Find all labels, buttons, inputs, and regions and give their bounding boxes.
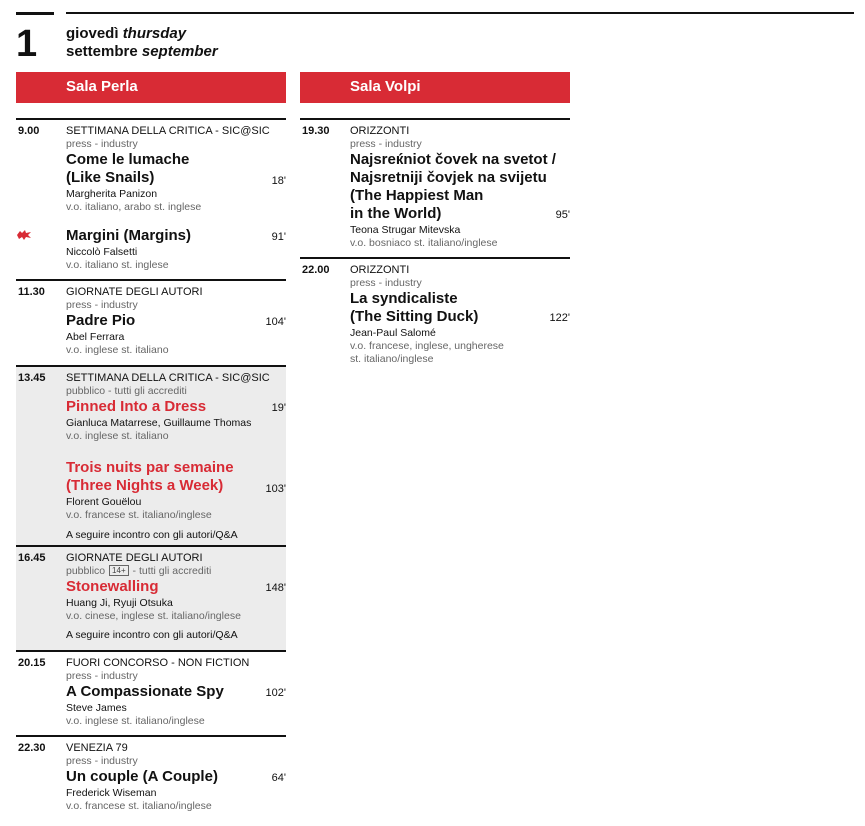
film-languages: v.o. francese, inglese, ungherese: [350, 340, 504, 352]
film: [66, 578, 286, 623]
film-director: Margherita Panizon: [66, 188, 158, 200]
section-name: SETTIMANA DELLA CRITICA - SIC@SIC: [66, 372, 270, 384]
film-title-line2: Najsretniji čovjek na svijetu: [350, 169, 547, 186]
screening-entry: [16, 118, 286, 279]
film: [66, 312, 286, 357]
film-title: A Compassionate Spy: [66, 683, 224, 700]
film-languages: v.o. inglese st. italiano: [66, 430, 169, 442]
film-title: Come le lumache: [66, 151, 190, 168]
film-duration: 104': [265, 316, 286, 328]
screening-time: 19.30: [302, 125, 330, 137]
screening-time: 11.30: [18, 286, 45, 298]
section-name: FUORI CONCORSO - NON FICTION: [66, 657, 250, 669]
room-name-volpi: Sala Volpi: [350, 78, 421, 95]
film-title-line2: (Like Snails): [66, 169, 155, 186]
header-rule-left: [16, 12, 54, 15]
screening-time: 22.30: [18, 742, 46, 754]
film-languages: v.o. cinese, inglese st. italiano/inglese: [66, 610, 241, 622]
film-title: Un couple (A Couple): [66, 768, 218, 785]
section-name: GIORNATE DEGLI AUTORI: [66, 286, 203, 298]
film-duration: 64': [271, 772, 286, 784]
section-name: SETTIMANA DELLA CRITICA - SIC@SIC: [66, 125, 270, 137]
film-languages: v.o. bosniaco st. italiano/inglese: [350, 237, 498, 249]
film-languages: v.o. inglese st. italiano: [66, 344, 169, 356]
film: [350, 151, 570, 250]
film-duration: 148': [265, 582, 286, 594]
day-en: thursday: [122, 25, 187, 42]
section-name: VENEZIA 79: [66, 742, 128, 754]
column-perla: [16, 118, 286, 815]
film-title: Trois nuits par semaine: [66, 459, 234, 476]
film-title: La syndicaliste: [350, 290, 458, 307]
access-info: pubblico - tutti gli accrediti: [66, 385, 187, 397]
film: [66, 459, 286, 522]
screening-entry: [16, 650, 286, 735]
film-director: Steve James: [66, 702, 127, 714]
film-director: Abel Ferrara: [66, 331, 125, 343]
section-name: ORIZZONTI: [350, 125, 410, 137]
month-it: settembre: [66, 43, 138, 60]
section-name: ORIZZONTI: [350, 264, 410, 276]
film-languages: v.o. italiano st. inglese: [66, 259, 169, 271]
access-info: press - industry: [350, 277, 422, 289]
room-header-perla: [16, 72, 286, 103]
film-subtitles: st. italiano/inglese: [350, 353, 434, 365]
film-title: Margini (Margins): [66, 227, 192, 244]
film-languages: v.o. francese st. italiano/inglese: [66, 800, 212, 812]
column-volpi: [300, 118, 570, 369]
film-director: Florent Gouëlou: [66, 496, 142, 508]
film-title-line4: in the World): [350, 205, 442, 222]
screening-entry: [16, 365, 286, 545]
film-duration: 103': [265, 483, 286, 495]
screening-entry: [16, 279, 286, 365]
film-title-line2: (The Sitting Duck): [350, 308, 479, 325]
screening-time: 9.00: [18, 125, 40, 137]
age-rating-badge: 14+: [109, 565, 129, 576]
film-duration: 122': [549, 312, 570, 324]
access-info: press - industry: [350, 138, 422, 150]
header-rule-right: [66, 12, 854, 14]
film-director: Niccolò Falsetti: [66, 246, 138, 258]
film-languages: v.o. francese st. italiano/inglese: [66, 509, 212, 521]
film-director: Teona Strugar Mitevska: [350, 224, 461, 236]
film-duration: 95': [555, 209, 570, 221]
access-accreditation: - tutti gli accrediti: [132, 565, 212, 577]
access-info: press - industry: [66, 138, 138, 150]
film-director: Frederick Wiseman: [66, 787, 157, 799]
film-title-line2: (Three Nights a Week): [66, 477, 224, 494]
film: [66, 768, 286, 813]
film-duration: 91': [271, 231, 286, 243]
film: [350, 290, 570, 366]
lion-icon: [16, 229, 32, 241]
screening-time: 20.15: [18, 657, 46, 669]
qa-note: A seguire incontro con gli autori/Q&A: [66, 529, 238, 541]
film-title: Stonewalling: [66, 578, 159, 595]
film-duration: 18': [271, 175, 286, 187]
qa-note: A seguire incontro con gli autori/Q&A: [66, 629, 238, 641]
film-title: Pinned Into a Dress: [66, 398, 207, 415]
access-info: press - industry: [66, 299, 138, 311]
film-duration: 19': [271, 402, 286, 414]
screening-time: 16.45: [18, 552, 46, 564]
access-info: press - industry: [66, 755, 138, 767]
day-label: [66, 25, 218, 61]
film-title: Padre Pio: [66, 312, 136, 329]
section-name: GIORNATE DEGLI AUTORI: [66, 552, 203, 564]
day-it: giovedì: [66, 25, 119, 42]
film: [66, 683, 286, 728]
film-director: Jean-Paul Salomé: [350, 327, 436, 339]
screening-entry: [16, 735, 286, 815]
film: [66, 151, 286, 214]
screening-entry: [300, 118, 570, 257]
film-director: Huang Ji, Ryuji Otsuka: [66, 597, 173, 609]
access-audience: pubblico: [66, 565, 106, 577]
access-info: press - industry: [66, 670, 138, 682]
month-en: september: [141, 43, 218, 60]
screening-entry: [300, 257, 570, 369]
film-languages: v.o. inglese st. italiano/inglese: [66, 715, 205, 727]
screening-time: 13.45: [18, 372, 46, 384]
film-languages: v.o. italiano, arabo st. inglese: [66, 201, 202, 213]
room-name-perla: Sala Perla: [66, 78, 138, 95]
film-title: Najsreќniot čovek na svetot /: [350, 151, 556, 168]
film-title-line3: (The Happiest Man: [350, 187, 484, 204]
film: [66, 398, 286, 443]
room-header-volpi: [300, 72, 570, 103]
film-duration: 102': [265, 687, 286, 699]
screening-entry: [16, 545, 286, 650]
film: [66, 227, 286, 272]
screening-time: 22.00: [302, 264, 330, 276]
day-number: 1: [16, 23, 37, 65]
film-director: Gianluca Matarrese, Guillaume Thomas: [66, 417, 252, 429]
access-info: [66, 565, 286, 578]
